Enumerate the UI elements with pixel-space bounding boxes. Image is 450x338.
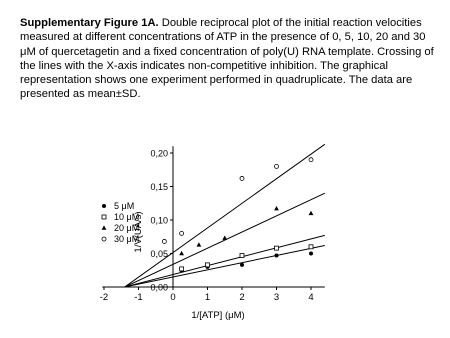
x-tick-label: -2 [99,292,109,303]
data-point [180,231,184,235]
y-tick-label: 0,20 [150,148,168,159]
legend-marker [102,225,107,229]
data-point [240,254,244,258]
caption-heading: Supplementary Figure 1A. [20,17,159,29]
y-axis-label: 1/V(UA/s) [133,211,144,253]
data-point [240,176,244,180]
fit-line [125,235,325,287]
data-point [309,245,313,249]
y-tick-label: 0,05 [150,249,168,259]
legend-marker [102,237,106,241]
data-point [179,251,184,255]
x-tick-label: 1 [204,292,211,303]
x-tick-label: 4 [308,292,314,303]
y-tick-label: 0,00 [150,282,168,293]
legend-marker [102,204,106,208]
data-point [275,254,279,258]
legend-label: 5 μM [114,201,135,211]
data-points [162,158,313,273]
data-point [180,267,184,271]
x-tick-label: 3 [273,292,280,303]
x-tick-label: 0 [170,292,176,303]
fit-line [125,193,325,287]
x-axis-label: 1/[ATP] (μM) [191,310,245,321]
data-point [309,158,313,162]
legend-label: 10 μM [114,212,140,222]
x-tick-label: 2 [239,292,245,303]
data-point [222,235,227,239]
data-point [309,211,314,215]
y-tick-label: 0,10 [150,215,168,226]
x-tick-label: -1 [134,292,143,303]
data-point [275,164,279,168]
data-point [274,206,279,210]
data-point [196,242,201,246]
legend-label: 30 μM [114,234,140,244]
legend-label: 20 μM [114,223,140,233]
caption-text: Double reciprocal plot of the initial reaction velocities measured at different concentrations of ATP in the presence of 0, 5, 10, 20 and 30 μM of quercetagetin and a fixed concentration of poly(U) RNA template. Crossing of the lines with the X-axis indicates non-competitive inhibition. The graphical representation shows one experiment performed in quadruplicate. The data are presented as mean±SD. [20,17,434,101]
data-point [240,263,244,267]
legend-marker [102,215,106,219]
data-point [206,263,210,267]
y-tick-label: 0,15 [150,182,168,192]
data-point [162,239,166,243]
data-point [309,252,313,256]
data-point [275,246,279,250]
